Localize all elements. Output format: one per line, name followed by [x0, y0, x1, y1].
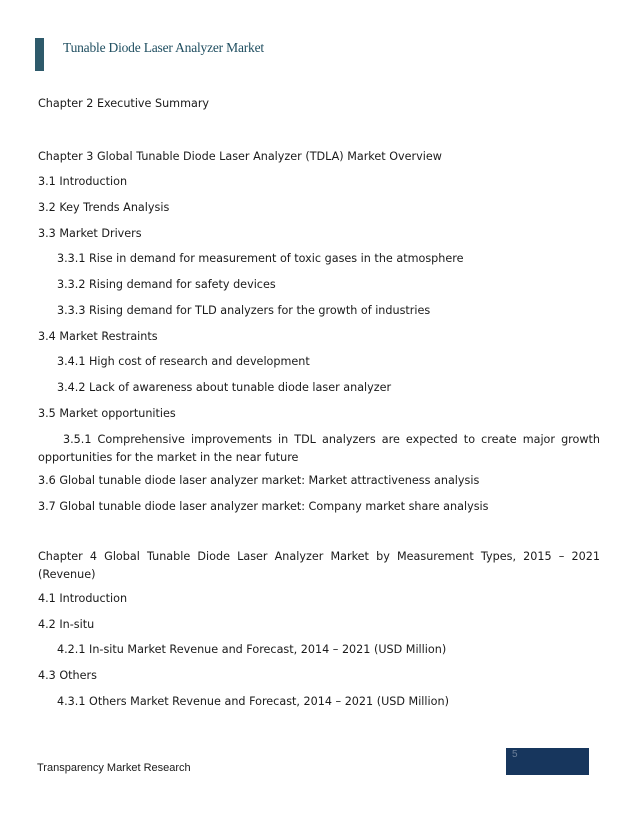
toc-section-4-3: 4.3 Others [38, 669, 97, 682]
toc-section-3-4-2: 3.4.2 Lack of awareness about tunable diode laser analyzer [57, 381, 392, 394]
toc-section-3-5-1: 3.5.1 Comprehensive improvements in TDL analyzers are expected to create major growth opportunities for the market in the near future [38, 433, 600, 464]
toc-section-3-1: 3.1 Introduction [38, 175, 128, 188]
toc-chapter-4: Chapter 4 Global Tunable Diode Laser Analyzer Market by Measurement Types, 2015 – 2021 (Revenue) [38, 550, 600, 581]
toc-section-4-3-1: 4.3.1 Others Market Revenue and Forecast, 2014 – 2021 (USD Million) [57, 695, 449, 708]
footer-company: Transparency Market Research [37, 762, 191, 774]
toc-chapter-3: Chapter 3 Global Tunable Diode Laser Analyzer (TDLA) Market Overview [38, 150, 442, 163]
page-number: 5 [512, 749, 518, 760]
toc-section-3-6: 3.6 Global tunable diode laser analyzer market: Market attractiveness analysis [38, 474, 480, 487]
toc-section-3-3-3: 3.3.3 Rising demand for TLD analyzers for the growth of industries [57, 304, 431, 317]
toc-section-3-5: 3.5 Market opportunities [38, 407, 176, 420]
toc-section-3-3-2: 3.3.2 Rising demand for safety devices [57, 278, 276, 291]
toc-section-3-4: 3.4 Market Restraints [38, 330, 158, 343]
header-title: Tunable Diode Laser Analyzer Market [63, 40, 264, 55]
toc-chapter-2: Chapter 2 Executive Summary [38, 97, 210, 110]
toc-section-4-2-1: 4.2.1 In-situ Market Revenue and Forecast, 2014 – 2021 (USD Million) [57, 643, 447, 656]
toc-section-3-7: 3.7 Global tunable diode laser analyzer market: Company market share analysis [38, 500, 489, 513]
toc-section-3-2: 3.2 Key Trends Analysis [38, 201, 170, 214]
toc-section-4-2: 4.2 In-situ [38, 618, 95, 631]
page-number-box [506, 748, 589, 775]
header-accent-bar [35, 38, 44, 71]
toc-section-3-3-1: 3.3.1 Rise in demand for measurement of toxic gases in the atmosphere [57, 252, 464, 265]
toc-section-3-3: 3.3 Market Drivers [38, 227, 142, 240]
toc-section-3-4-1: 3.4.1 High cost of research and development [57, 355, 310, 368]
toc-section-4-1: 4.1 Introduction [38, 592, 128, 605]
